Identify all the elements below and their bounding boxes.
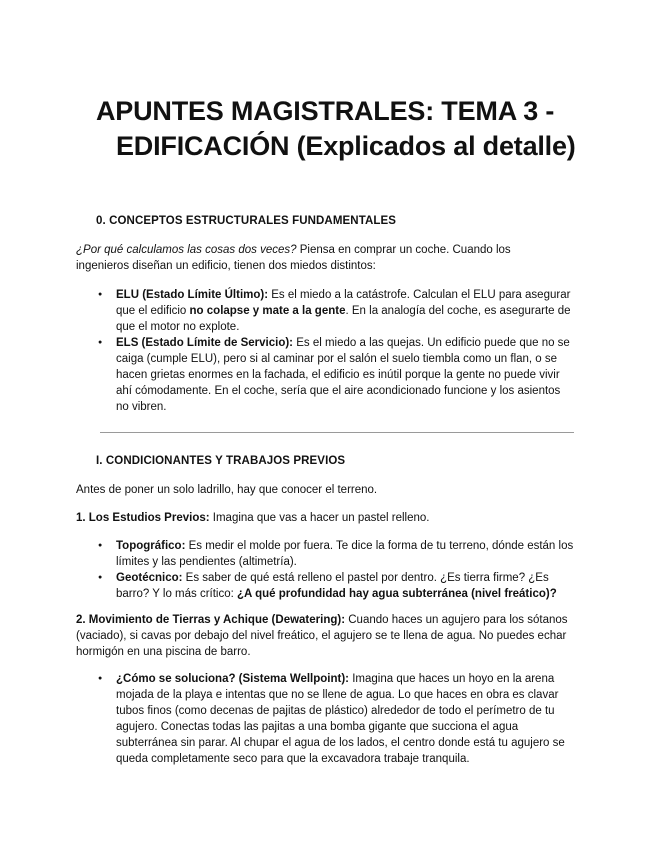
limit-states-list	[98, 287, 576, 415]
intro-question: ¿Por qué calculamos las cosas dos veces?	[76, 244, 297, 256]
list-item-els: ● ELS (Estado Límite de Servicio): Es el miedo a las quejas. Un edificio puede que no se caiga (cumple ELU), pero si al caminar por el salón el suelo tiembla como un flan, o se hacen grietas enormes en la fachada, el edificio es inútil porque la gente no puede vivir ahí cómodamente. En el coche, sería que el aire acondicionado funcione y los asientos no vibren.	[98, 335, 576, 415]
list-item-elu: ● ELU (Estado Límite Último): Es el miedo a la catástrofe. Calculan el ELU para asegurar que el edificio no colapse y mate a la gente. En la analogía del coche, es asegurarte de que el motor no explote.	[98, 287, 576, 335]
list-item-wellpoint: ● ¿Cómo se soluciona? (Sistema Wellpoint): Imagina que haces un hoyo en la arena mojada de la playa e intentas que no se llene de agua. Lo que haces en obra es clavar tubos finos (como decenas de pajitas de plástico) alrededor de todo el perímetro de tu agujero. Conectas todas las pajitas a una bomba gigante que succiona el agua subterránea sin parar. Al chupar el agua de los lados, el centro donde está tu agujero se queda completamente seco para que la excavadora trabaje tranquila.	[98, 671, 576, 767]
wellpoint-list	[98, 671, 576, 767]
section-0-intro	[76, 242, 546, 274]
list-item-geotecnico: ● Geotécnico: Es saber de qué está relleno el pastel por dentro. ¿Es tierra firme? ¿Es barro? Y lo más crítico: ¿A qué profundidad hay agua subterránea (nivel freático)?	[98, 570, 576, 602]
section-0-heading: 0. CONCEPTOS ESTRUCTURALES FUNDAMENTALES	[96, 215, 397, 227]
section-1-heading: I. CONDICIONANTES Y TRABAJOS PREVIOS	[96, 455, 346, 467]
page-title	[96, 94, 636, 164]
intro-rest: Piensa en comprar un coche. Cuando los ingenieros diseñan un edificio, tienen dos miedos distintos:	[76, 244, 511, 272]
title-line-2: EDIFICACIÓN (Explicados al detalle)	[116, 131, 576, 161]
list-item-topografico: ● Topográfico: Es medir el molde por fuera. Te dice la forma de tu terreno, dónde están los límites y las pendientes (altimetría).	[98, 538, 576, 570]
movimiento-tierras-paragraph: 2. Movimiento de Tierras y Achique (Dewatering): Cuando haces un agujero para los sótanos (vaciado), si cavas por debajo del nivel freático, el agujero se te llena de agua. No puedes echar hormigón en una piscina de barro.	[76, 614, 568, 658]
title-line-1: APUNTES MAGISTRALES: TEMA 3 -	[96, 96, 555, 126]
horizontal-divider	[100, 432, 574, 433]
section-1-intro: Antes de poner un solo ladrillo, hay que conocer el terreno.	[76, 484, 378, 496]
estudios-previos-paragraph: 1. Los Estudios Previos: Imagina que vas a hacer un pastel relleno.	[76, 512, 430, 524]
estudios-list	[98, 538, 576, 602]
